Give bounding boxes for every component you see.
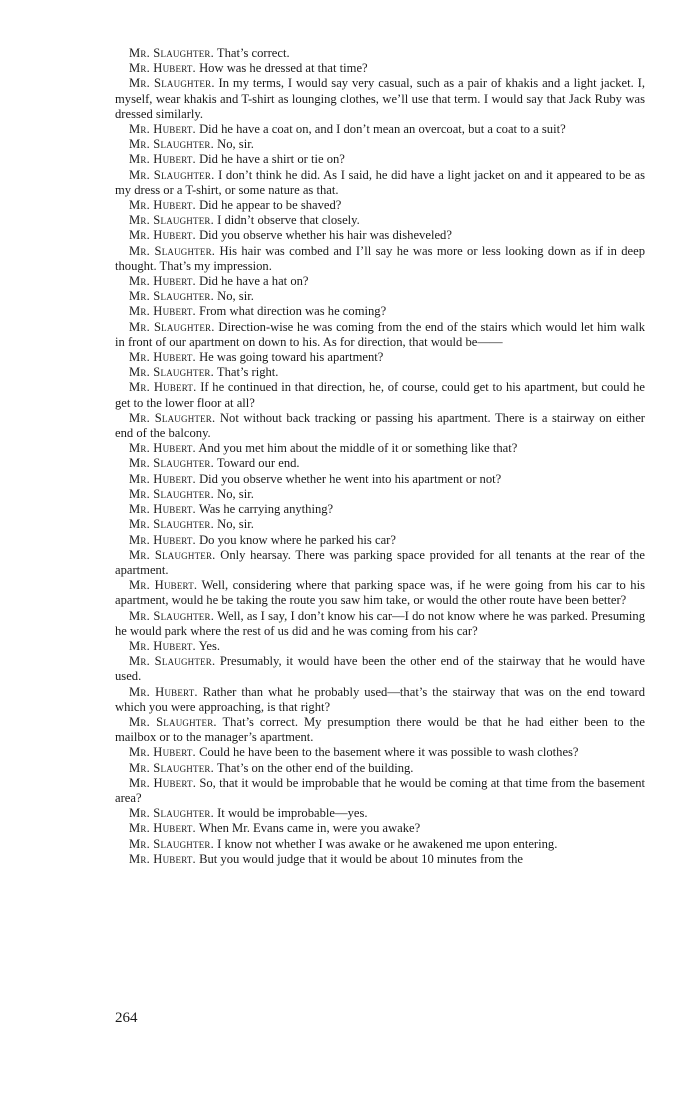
- paragraph-text: I know not whether I was awake or he awakened me upon entering.: [217, 836, 558, 851]
- transcript-paragraph: [115, 350, 645, 365]
- transcript-paragraph: [115, 456, 645, 471]
- paragraph-text: How was he dressed at that time?: [199, 61, 368, 76]
- paragraph-text: No, sir.: [217, 517, 254, 532]
- speaker-label: Mr. Slaughter.: [129, 654, 216, 669]
- paragraph-text: His hair was combed and I’ll say he was more or less looking down as if in deep thought. That’s my impression.: [115, 243, 645, 273]
- paragraph-text: Could he have been to the basement where it was possible to wash clothes?: [199, 745, 579, 760]
- paragraph-text: Did he have a hat on?: [199, 274, 309, 289]
- speaker-label: Mr. Slaughter.: [129, 410, 216, 425]
- paragraph-text: Do you know where he parked his car?: [199, 532, 396, 547]
- transcript-paragraph: [115, 472, 645, 487]
- transcript-paragraph: [115, 289, 645, 304]
- paragraph-text: From what direction was he coming?: [199, 304, 387, 319]
- speaker-label: Mr. Slaughter.: [129, 243, 216, 258]
- paragraph-text: That’s on the other end of the building.: [216, 760, 414, 775]
- transcript-paragraph: [115, 685, 645, 715]
- speaker-label: Mr. Slaughter.: [129, 456, 214, 471]
- transcript-paragraph: [115, 548, 645, 578]
- paragraph-text: Well, as I say, I don’t know his car—I do not know where he was parked. Presuming he would park where the rest of us did and he was coming from his car?: [115, 608, 645, 638]
- speaker-label: Mr. Slaughter.: [129, 486, 214, 501]
- transcript-paragraph: [115, 168, 645, 198]
- paragraph-text: Did he appear to be shaved?: [199, 198, 342, 213]
- paragraph-text: In my terms, I would say very casual, such as a pair of khakis and a light jacket. I, myself, wear khakis and T-shirt as lounging clothes, we’ll use that term. I would say that Jack Ruby was dressed similarly.: [115, 76, 645, 121]
- transcript-paragraph: [115, 821, 645, 836]
- paragraph-text: That’s correct.: [216, 46, 290, 60]
- speaker-label: Mr. Hubert.: [129, 441, 196, 456]
- paragraph-text: And you met him about the middle of it or something like that?: [198, 441, 518, 456]
- speaker-label: Mr. Hubert.: [129, 380, 197, 395]
- speaker-label: Mr. Hubert.: [129, 745, 196, 760]
- paragraph-text: Well, considering where that parking space was, if he were going from his car to his apartment, would he be taking the route you saw him take, or would the other route have been better?: [115, 578, 646, 608]
- speaker-label: Mr. Slaughter.: [129, 547, 216, 562]
- speaker-label: Mr. Hubert.: [129, 684, 198, 699]
- transcript-paragraph: [115, 274, 645, 289]
- speaker-label: Mr. Slaughter.: [129, 289, 214, 304]
- speaker-label: Mr. Slaughter.: [129, 137, 214, 152]
- paragraph-text: Only hearsay. There was parking space provided for all tenants at the rear of the apartment.: [115, 547, 645, 577]
- transcript-paragraph: [115, 533, 645, 548]
- paragraph-text: Not without back tracking or passing his apartment. There is a stairway on either end of the balcony.: [115, 410, 646, 441]
- page-number: 264: [115, 1010, 138, 1026]
- speaker-label: Mr. Hubert.: [129, 532, 196, 547]
- transcript-paragraph: [115, 852, 645, 867]
- paragraph-text: That’s correct. My presumption there would be that he had either been to the mailbox or to the manager’s apartment.: [115, 714, 645, 745]
- speaker-label: Mr. Hubert.: [129, 851, 196, 866]
- speaker-label: Mr. Slaughter.: [129, 76, 215, 91]
- speaker-label: Mr. Slaughter.: [129, 760, 214, 775]
- speaker-label: Mr. Hubert.: [129, 228, 196, 243]
- speaker-label: Mr. Hubert.: [129, 578, 198, 593]
- speaker-label: Mr. Hubert.: [129, 638, 196, 653]
- transcript-paragraph: [115, 228, 645, 243]
- speaker-label: Mr. Slaughter.: [129, 319, 215, 334]
- speaker-label: Mr. Hubert.: [129, 821, 196, 836]
- paragraph-text: Rather than what he probably used—that’s the stairway that was on the end toward which you were approaching, is that right?: [115, 684, 645, 714]
- speaker-label: Mr. Hubert.: [129, 122, 196, 137]
- speaker-label: Mr. Hubert.: [129, 61, 196, 76]
- speaker-label: Mr. Hubert.: [129, 350, 196, 365]
- paragraph-text: No, sir.: [217, 486, 254, 501]
- paragraph-text: He was going toward his apartment?: [199, 350, 384, 365]
- paragraph-text: It would be improbable—yes.: [217, 806, 368, 821]
- transcript-paragraph: [115, 654, 645, 684]
- transcript-page: [115, 46, 645, 867]
- speaker-label: Mr. Slaughter.: [129, 46, 214, 60]
- speaker-label: Mr. Hubert.: [129, 152, 196, 167]
- transcript-paragraph: [115, 122, 645, 137]
- transcript-paragraph: [115, 46, 645, 61]
- paragraph-text: Did he have a shirt or tie on?: [199, 152, 345, 167]
- paragraph-text: Presumably, it would have been the other end of the stairway that he would have used.: [115, 654, 645, 684]
- transcript-paragraph: [115, 244, 645, 274]
- transcript-paragraph: [115, 152, 645, 167]
- paragraph-text: No, sir.: [217, 137, 254, 152]
- speaker-label: Mr. Slaughter.: [129, 213, 214, 228]
- transcript-paragraph: [115, 304, 645, 319]
- paragraph-text: I don’t think he did. As I said, he did have a light jacket on and it appeared to be as my dress or a T-shirt, or some nature as that.: [115, 167, 646, 197]
- transcript-paragraph: [115, 213, 645, 228]
- paragraph-text: Did you observe whether his hair was disheveled?: [199, 228, 452, 243]
- transcript-paragraph: [115, 776, 645, 806]
- transcript-paragraph: [115, 61, 645, 76]
- transcript-paragraph: [115, 609, 645, 639]
- paragraph-text: If he continued in that direction, he, of course, could get to his apartment, but could he get to the lower floor at all?: [115, 380, 645, 410]
- transcript-paragraph: [115, 517, 645, 532]
- transcript-paragraph: [115, 137, 645, 152]
- transcript-paragraph: [115, 441, 645, 456]
- speaker-label: Mr. Slaughter.: [129, 714, 217, 729]
- speaker-label: Mr. Hubert.: [129, 502, 196, 517]
- paragraph-text: So, that it would be improbable that he would be coming at that time from the basement area?: [115, 775, 645, 805]
- paragraph-text: Did he have a coat on, and I don’t mean an overcoat, but a coat to a suit?: [199, 122, 566, 137]
- speaker-label: Mr. Hubert.: [129, 304, 196, 319]
- speaker-label: Mr. Slaughter.: [129, 167, 215, 182]
- transcript-paragraph: [115, 198, 645, 213]
- paragraph-text: Direction-wise he was coming from the end of the stairs which would let him walk in front of our apartment on down to his. As for direction, that would be——: [115, 319, 645, 349]
- transcript-paragraph: [115, 745, 645, 760]
- paragraph-text: When Mr. Evans came in, were you awake?: [198, 821, 421, 836]
- transcript-paragraph: [115, 380, 645, 410]
- paragraph-text: That’s right.: [216, 365, 279, 380]
- transcript-paragraph: [115, 639, 645, 654]
- paragraph-text: I didn’t observe that closely.: [217, 213, 360, 228]
- paragraph-text: But you would judge that it would be about 10 minutes from the: [199, 851, 523, 866]
- transcript-paragraph: [115, 761, 645, 776]
- transcript-paragraph: [115, 76, 645, 122]
- transcript-paragraph: [115, 365, 645, 380]
- transcript-paragraph: [115, 411, 645, 441]
- speaker-label: Mr. Slaughter.: [129, 836, 214, 851]
- speaker-label: Mr. Hubert.: [129, 198, 196, 213]
- speaker-label: Mr. Slaughter.: [129, 806, 214, 821]
- speaker-label: Mr. Slaughter.: [129, 608, 215, 623]
- paragraph-text: Was he carrying anything?: [198, 502, 334, 517]
- transcript-paragraph: [115, 487, 645, 502]
- transcript-paragraph: [115, 578, 645, 608]
- speaker-label: Mr. Hubert.: [129, 775, 197, 790]
- transcript-paragraph: [115, 320, 645, 350]
- speaker-label: Mr. Slaughter.: [129, 365, 214, 380]
- transcript-paragraph: [115, 837, 645, 852]
- paragraph-text: Yes.: [198, 638, 221, 653]
- paragraph-text: Toward our end.: [216, 456, 300, 471]
- speaker-label: Mr. Hubert.: [129, 274, 196, 289]
- transcript-paragraph: [115, 806, 645, 821]
- paragraph-text: No, sir.: [217, 289, 254, 304]
- speaker-label: Mr. Slaughter.: [129, 517, 214, 532]
- paragraph-text: Did you observe whether he went into his apartment or not?: [199, 471, 502, 486]
- transcript-paragraph: [115, 502, 645, 517]
- transcript-paragraph: [115, 715, 645, 745]
- speaker-label: Mr. Hubert.: [129, 471, 196, 486]
